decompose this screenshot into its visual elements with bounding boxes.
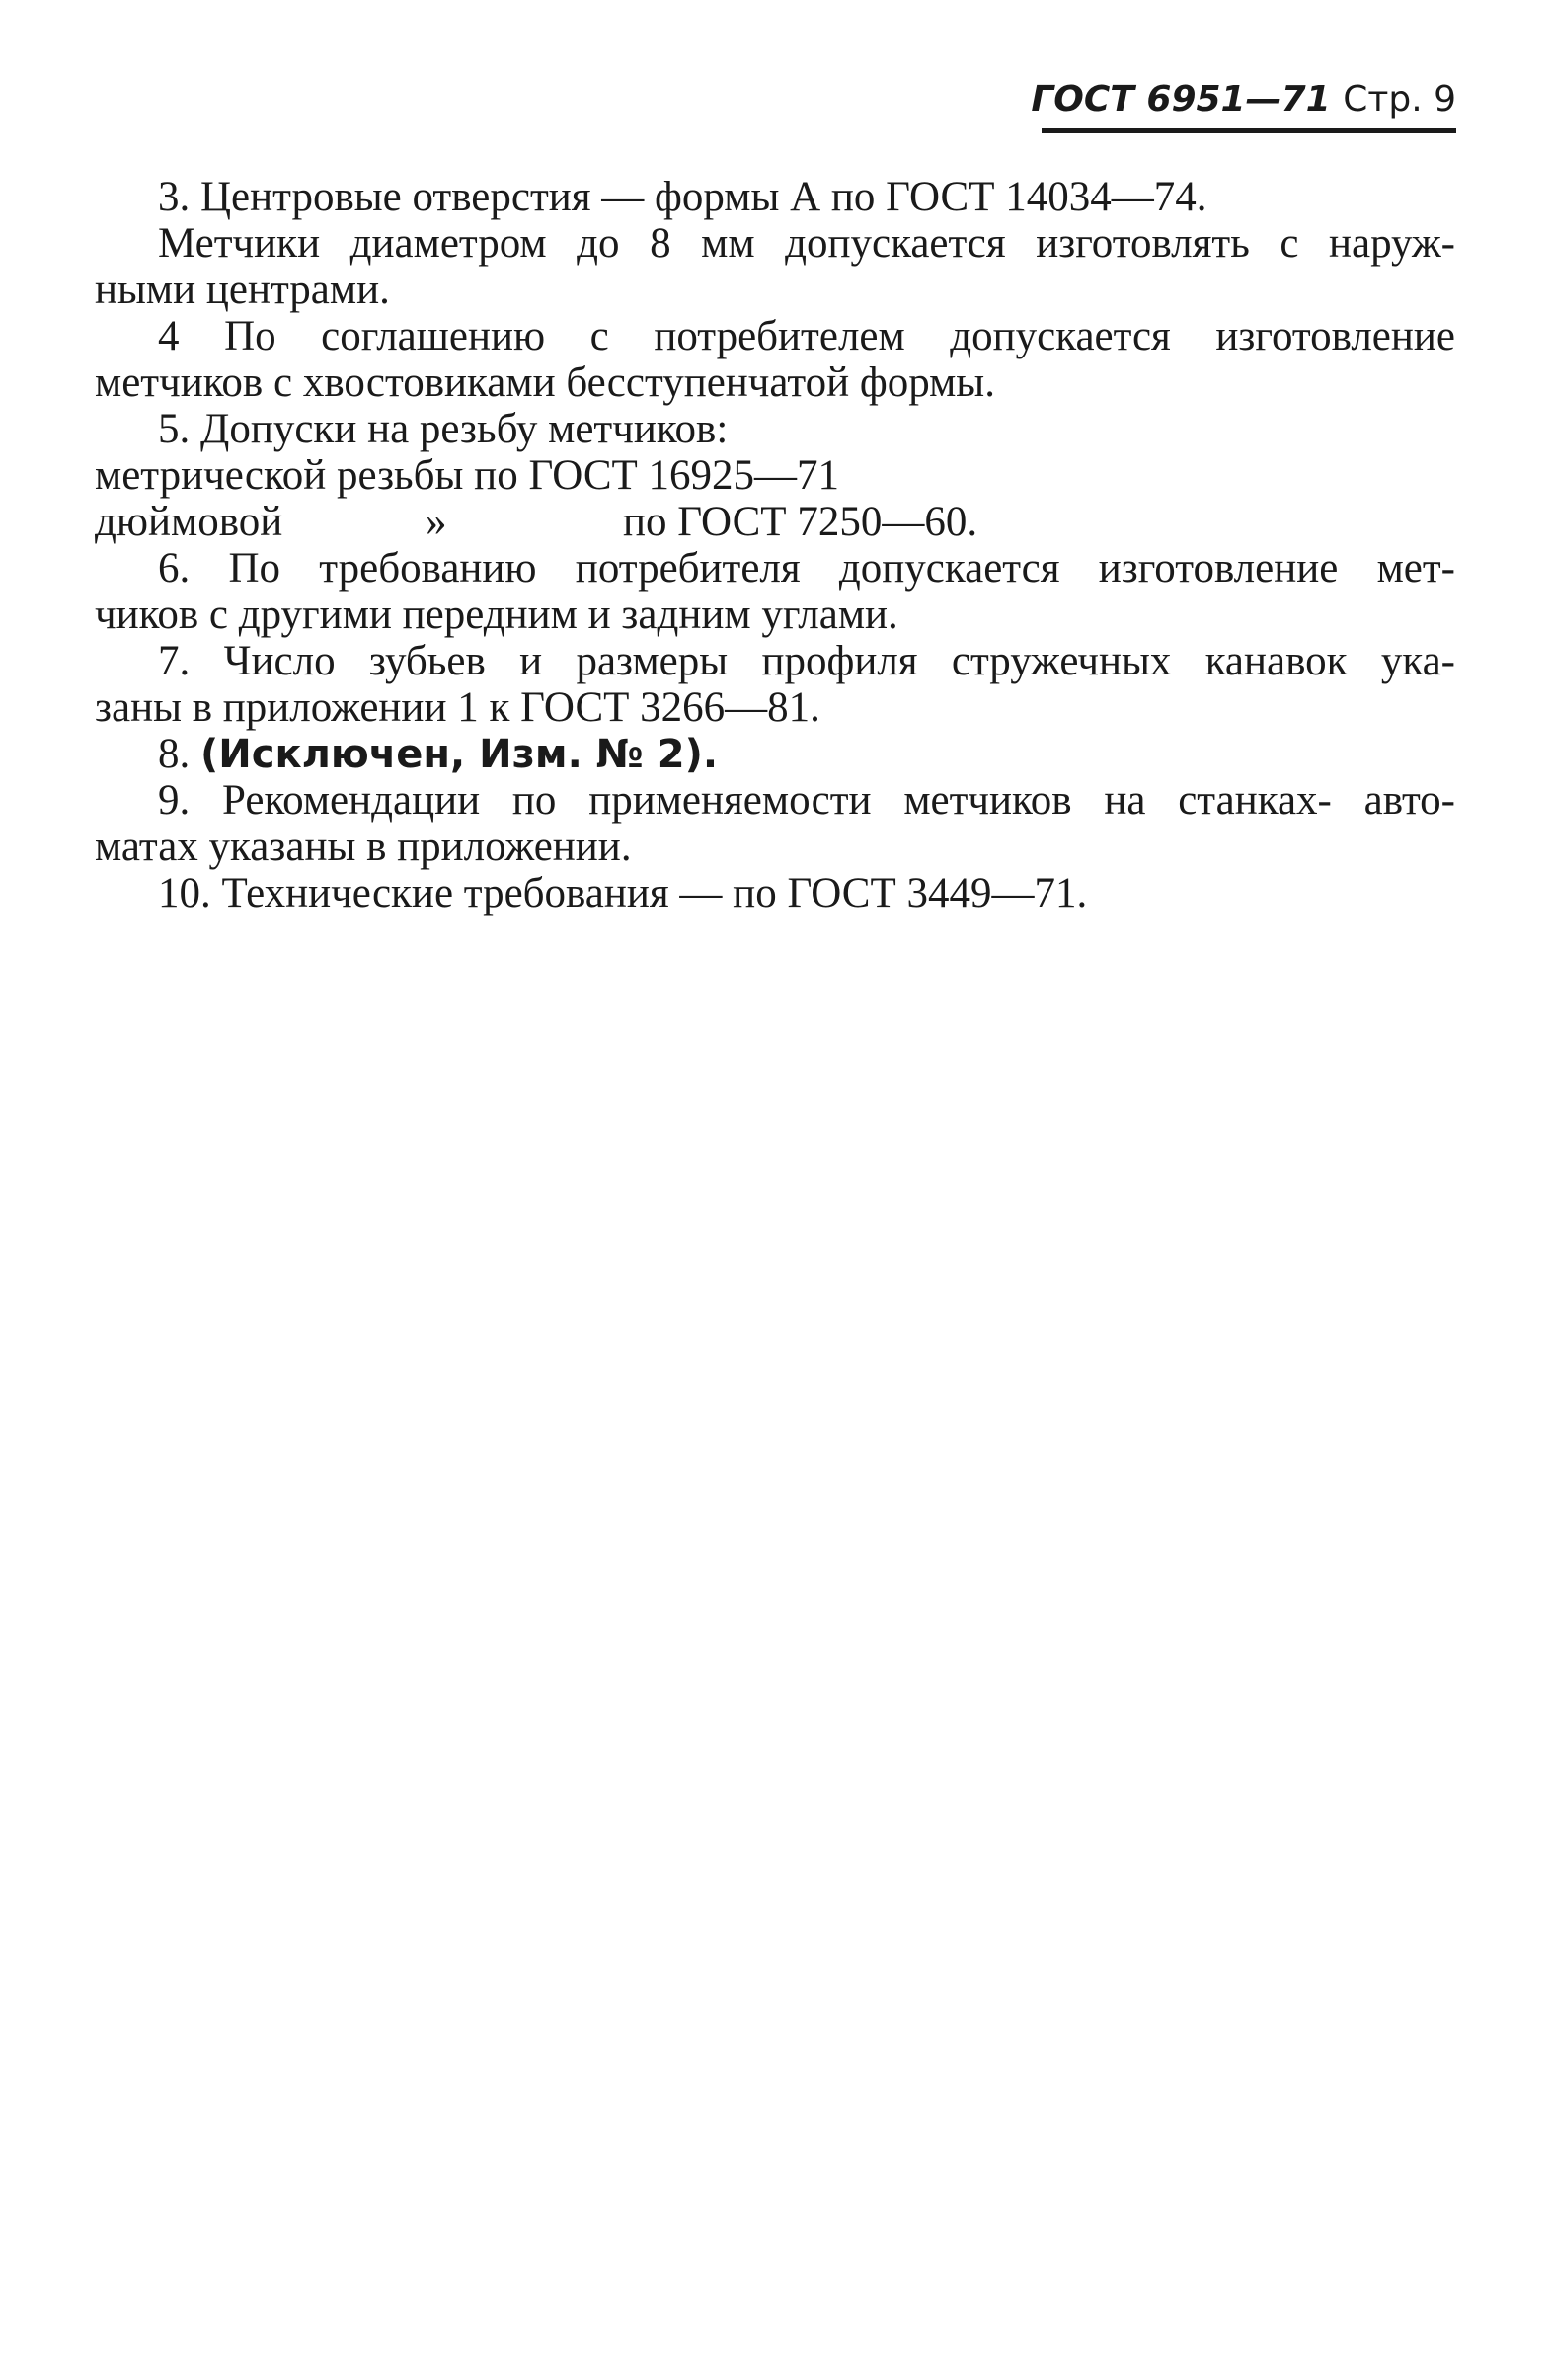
item-8-excluded-note: (Исключен, Изм. № 2). — [200, 732, 719, 777]
item-3: 3. Центровые отверстия — формы А по ГОСТ 14034—74. — [158, 174, 1207, 220]
item-4-line-2: метчиков с хвостовиками бесступенчатой формы. — [95, 359, 995, 406]
item-9-line-1: 9. Рекомендации по применяемости метчиков на станках- авто- — [158, 777, 1455, 824]
gost-number: ГОСТ 6951—71 — [1031, 79, 1331, 119]
item-8-number: 8. — [158, 731, 191, 777]
item-3-note-line-2: ными центрами. — [95, 267, 390, 313]
item-5-ditto-mark: » — [426, 499, 447, 545]
item-5-metric: метрической резьбы по ГОСТ 16925—71 — [95, 452, 840, 499]
item-5: 5. Допуски на резьбу метчиков: — [158, 406, 729, 452]
item-4-line-1: 4 По соглашению с потребителем допускается изготовление — [158, 313, 1455, 359]
header-rule — [1042, 128, 1456, 133]
item-7-line-2: заны в приложении 1 к ГОСТ 3266—81. — [95, 684, 820, 731]
item-5-inch-label: дюймовой — [95, 499, 283, 545]
document-body — [95, 176, 1455, 918]
item-5-inch-row — [95, 501, 1455, 544]
header-text — [1031, 77, 1456, 122]
item-7-line-1: 7. Число зубьев и размеры профиля стружечных канавок ука- — [158, 638, 1455, 684]
item-8 — [95, 733, 1455, 776]
item-5-inch-standard: по ГОСТ 7250—60. — [623, 499, 978, 545]
item-6-line-2: чиков с другими передним и задним углами. — [95, 592, 898, 638]
item-6-line-1: 6. По требованию потребителя допускается изготовление мет- — [158, 545, 1455, 592]
page-number: Стр. 9 — [1343, 79, 1456, 119]
item-10: 10. Технические требования — по ГОСТ 3449—71. — [158, 870, 1088, 916]
item-3-note-line-1: Метчики диаметром до 8 мм допускается изготовлять с наруж- — [158, 220, 1455, 267]
page-header — [1031, 77, 1456, 146]
item-9-line-2: матах указаны в приложении. — [95, 824, 632, 870]
